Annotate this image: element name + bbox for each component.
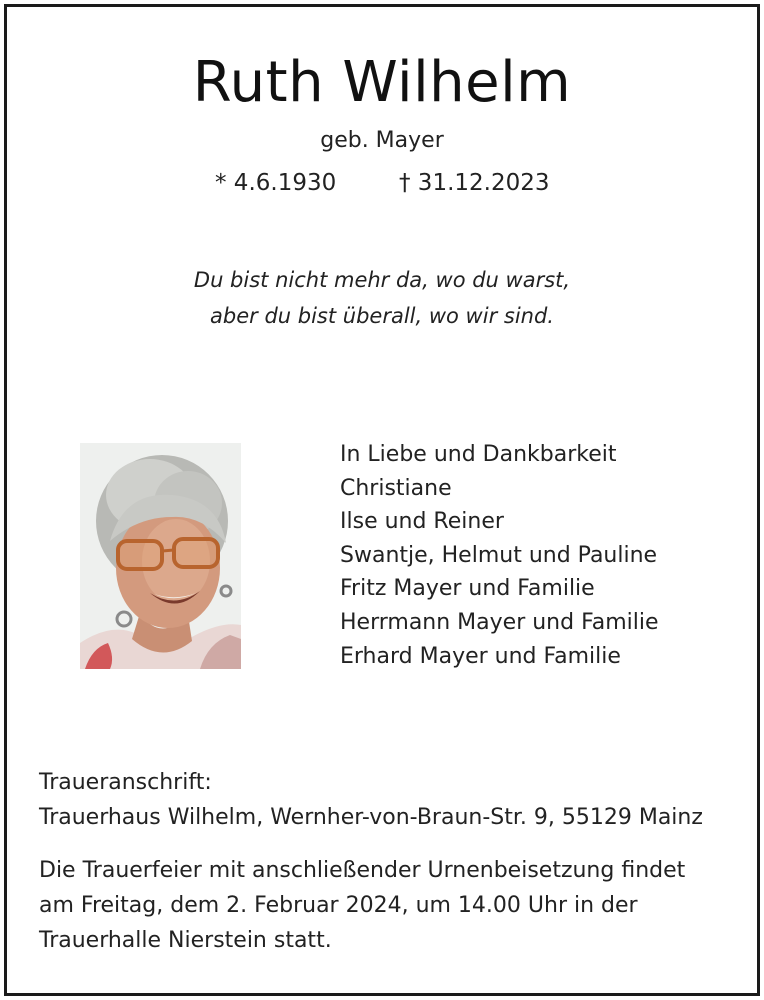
address-value: Trauerhaus Wilhelm, Wernher-von-Braun-Str. 9, 55129 Mainz [39, 805, 703, 830]
mourner-entry: Christiane [340, 475, 452, 501]
death-date: † 31.12.2023 [399, 170, 550, 196]
quote-line: aber du bist überall, wo wir sind. [210, 304, 554, 328]
birth-name: geb. Mayer [320, 128, 444, 153]
mourner-entry: Swantje, Helmut und Pauline [340, 542, 658, 568]
deceased-name: Ruth Wilhelm [192, 50, 572, 115]
ceremony-text: Die Trauerfeier mit anschließender Urnenbeisetzung findet [39, 858, 686, 883]
mourner-entry: Fritz Mayer und Familie [340, 576, 595, 602]
quote-line: Du bist nicht mehr da, wo du warst, [193, 268, 571, 292]
mourners-heading: In Liebe und Dankbarkeit [340, 442, 617, 467]
ceremony-text: am Freitag, dem 2. Februar 2024, um 14.00 Uhr in der [39, 893, 638, 918]
birth-date: * 4.6.1930 [215, 170, 337, 196]
portrait-illustration [80, 443, 241, 669]
mourner-entry: Ilse und Reiner [340, 509, 504, 535]
mourner-entry: Herrmann Mayer und Familie [340, 609, 659, 635]
address-label: Traueranschrift: [39, 770, 212, 795]
portrait-photo [80, 443, 241, 669]
mourner-entry: Erhard Mayer und Familie [340, 643, 621, 669]
mourners-list [340, 438, 659, 673]
ceremony-text: Trauerhalle Nierstein statt. [39, 928, 332, 953]
